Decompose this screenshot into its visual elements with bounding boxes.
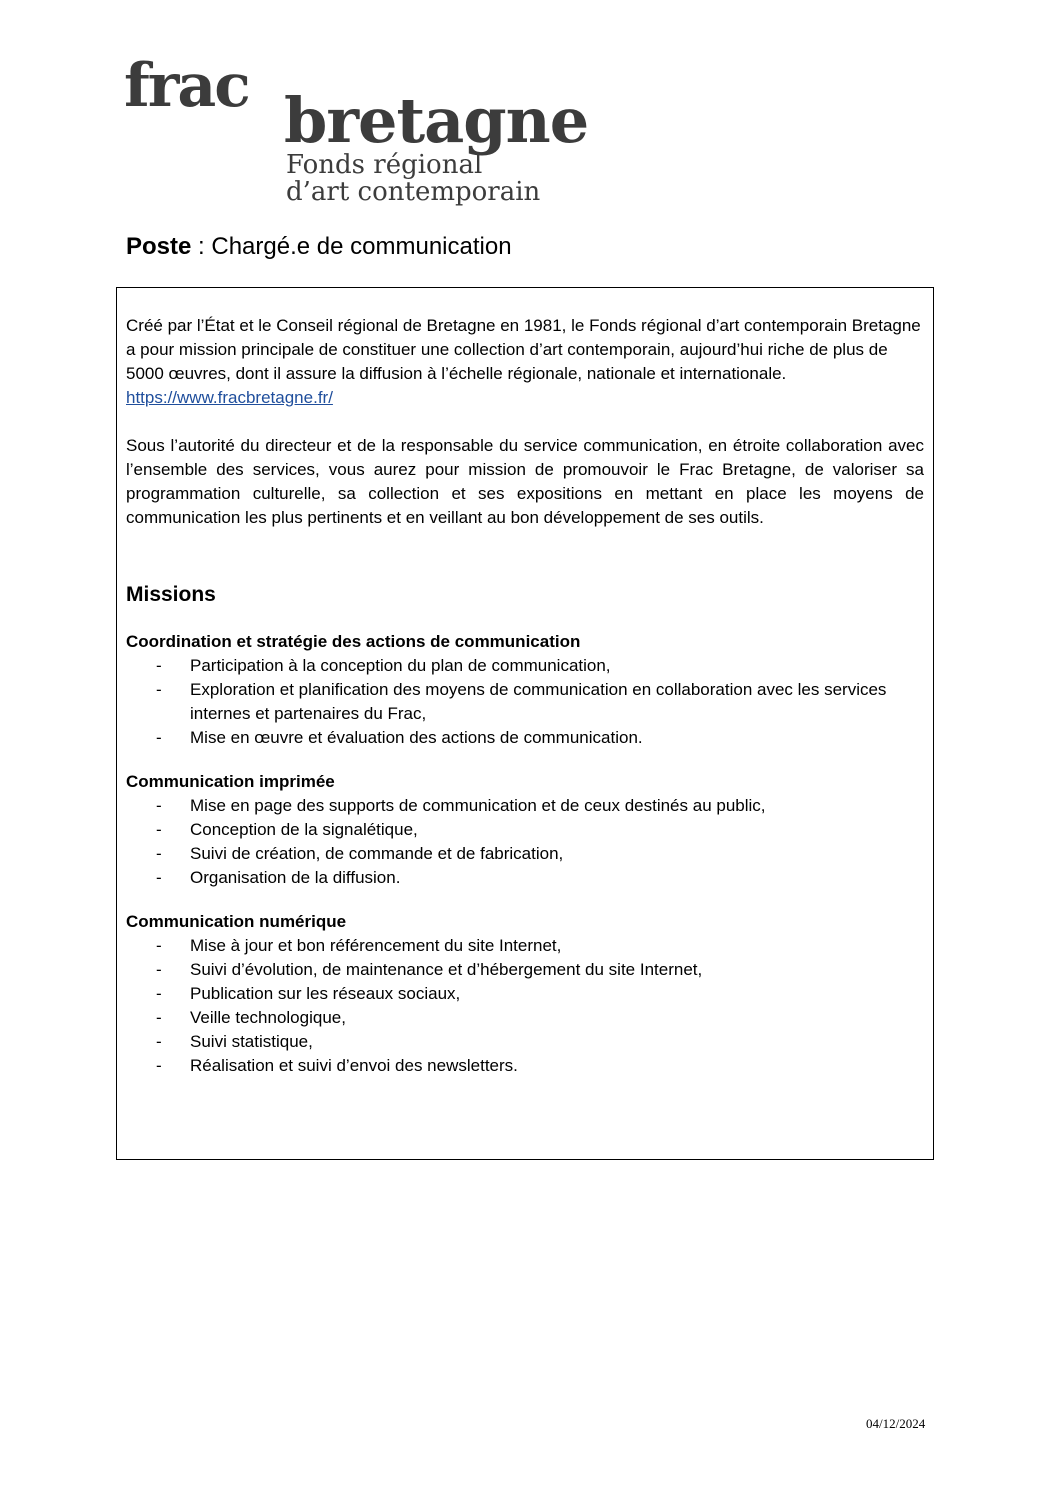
missions-sections xyxy=(126,630,924,1078)
bullet-dash: - xyxy=(156,984,162,1003)
section-list xyxy=(126,794,924,890)
logo-frac-text: frac xyxy=(124,51,249,121)
bullet-dash: - xyxy=(156,680,162,699)
bullet-dash: - xyxy=(156,656,162,675)
title-separator: : xyxy=(191,233,212,260)
list-item-text: Suivi d’évolution, de maintenance et d’hébergement du site Internet, xyxy=(190,960,703,979)
list-item-text: Suivi de création, de commande et de fabrication, xyxy=(190,844,564,863)
description-paragraph: Sous l’autorité du directeur et de la responsable du service communication, en étroite collaboration avec l’ensemble des services, vous aurez pour mission de promouvoir le Frac Bretagne, de valoriser sa programmation culturelle, sa collection et ses expositions en mettant en place les moyens de communication les plus pertinents et en veillant au bon développement de ses outils. xyxy=(126,436,924,527)
list-item xyxy=(126,818,924,842)
logo-subtitle-line1: Fonds régional xyxy=(286,150,483,180)
list-item xyxy=(126,1006,924,1030)
list-item xyxy=(126,934,924,958)
list-item-text: Publication sur les réseaux sociaux, xyxy=(190,984,461,1003)
list-item xyxy=(126,958,924,982)
bullet-dash: - xyxy=(156,796,162,815)
bullet-dash: - xyxy=(156,868,162,887)
bullet-dash: - xyxy=(156,844,162,863)
section-list xyxy=(126,934,924,1078)
list-item xyxy=(126,1054,924,1078)
list-item-text: Suivi statistique, xyxy=(190,1032,313,1051)
list-item xyxy=(126,654,924,678)
job-description xyxy=(126,314,924,1078)
list-item xyxy=(126,794,924,818)
bullet-dash: - xyxy=(156,1056,162,1075)
list-item-text: Réalisation et suivi d’envoi des newsletters. xyxy=(190,1056,518,1075)
intro-text: Créé par l’État et le Conseil régional de Bretagne en 1981, le Fonds régional d’art contemporain Bretagne a pour mission principale de constituer une collection d’art contemporain, aujourd’hui riche de plus de 5000 œuvres, dont il assure la diffusion à l’échelle régionale, nationale et internationale. xyxy=(126,316,921,383)
section-heading: Communication numérique xyxy=(126,912,347,931)
bullet-dash: - xyxy=(156,728,162,747)
website-link[interactable]: https://www.fracbretagne.fr/ xyxy=(126,388,333,407)
intro-paragraph xyxy=(126,314,924,410)
list-item xyxy=(126,982,924,1006)
logo-bretagne-text: bretagne xyxy=(284,84,589,157)
bullet-dash: - xyxy=(156,820,162,839)
list-item-text: Mise en œuvre et évaluation des actions de communication. xyxy=(190,728,643,747)
list-item-text: Organisation de la diffusion. xyxy=(190,868,401,887)
list-item xyxy=(126,842,924,866)
page-title xyxy=(126,232,512,262)
title-value: Chargé.e de communication xyxy=(211,233,512,260)
list-item-text: Mise à jour et bon référencement du site Internet, xyxy=(190,936,562,955)
title-label: Poste xyxy=(126,233,192,260)
list-item-text: Conception de la signalétique, xyxy=(190,820,418,839)
bullet-dash: - xyxy=(156,1008,162,1027)
missions-heading: Missions xyxy=(126,583,216,606)
list-item-text: Mise en page des supports de communication et de ceux destinés au public, xyxy=(190,796,766,815)
list-item-text: Exploration et planification des moyens de communication en collaboration avec les services internes et partenaires du Frac, xyxy=(190,680,887,723)
list-item xyxy=(126,1030,924,1054)
bullet-dash: - xyxy=(156,960,162,979)
bullet-dash: - xyxy=(156,936,162,955)
logo-subtitle xyxy=(286,152,540,206)
list-item xyxy=(126,866,924,890)
document-date: 04/12/2024 xyxy=(866,1416,926,1431)
list-item xyxy=(126,726,924,750)
list-item xyxy=(126,678,924,726)
section-heading: Coordination et stratégie des actions de communication xyxy=(126,632,581,651)
logo-subtitle-line2: d’art contemporain xyxy=(286,177,541,207)
list-item-text: Participation à la conception du plan de communication, xyxy=(190,656,611,675)
section-heading: Communication imprimée xyxy=(126,772,335,791)
bullet-dash: - xyxy=(156,1032,162,1051)
section-list xyxy=(126,654,924,750)
list-item-text: Veille technologique, xyxy=(190,1008,346,1027)
